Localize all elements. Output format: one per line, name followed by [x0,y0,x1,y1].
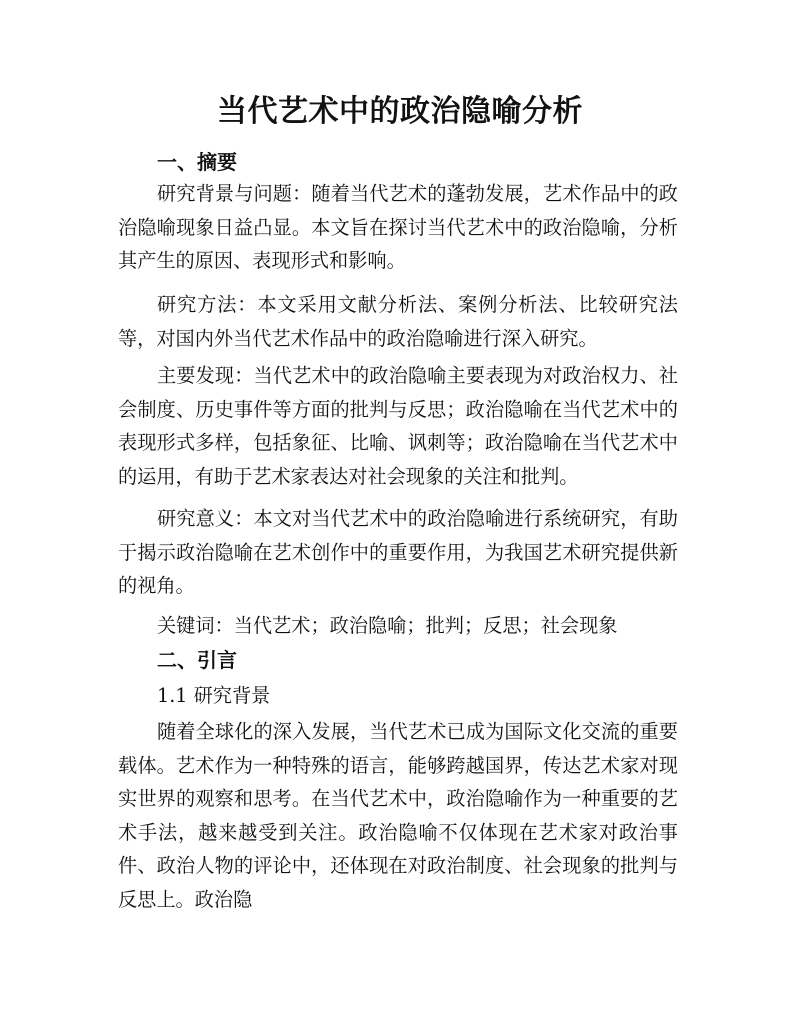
abstract-significance-paragraph: 研究意义：本文对当代艺术中的政治隐喻进行系统研究，有助于揭示政治隐喻在艺术创作中的重要作用，为我国艺术研究提供新的视角。 [118,507,678,598]
document-title: 当代艺术中的政治隐喻分析 [217,94,583,129]
abstract-background-paragraph: 研究背景与问题：随着当代艺术的蓬勃发展，艺术作品中的政治隐喻现象日益凸显。本文旨在探讨当代艺术中的政治隐喻，分析其产生的原因、表现形式和影响。 [118,182,678,273]
introduction-heading: 二、引言 [157,648,237,672]
keywords-line: 关键词：当代艺术；政治隐喻；批判；反思；社会现象 [157,614,618,637]
introduction-body-paragraph: 随着全球化的深入发展，当代艺术已成为国际文化交流的重要载体。艺术作为一种特殊的语言，能够跨越国界，传达艺术家对现实世界的观察和思考。在当代艺术中，政治隐喻作为一种重要的艺术手法，越来越受到关注。政治隐喻不仅体现在艺术家对政治事件、政治人物的评论中，还体现在对政治制度、社会现象的批判与反思上。政治隐 [118,720,678,911]
abstract-findings-paragraph: 主要发现：当代艺术中的政治隐喻主要表现为对政治权力、社会制度、历史事件等方面的批判与反思；政治隐喻在当代艺术中的表现形式多样，包括象征、比喻、讽刺等；政治隐喻在当代艺术中的运用，有助于艺术家表达对社会现象的关注和批判。 [118,364,678,488]
research-background-subheading: 1.1 研究背景 [157,684,271,707]
abstract-methods-paragraph: 研究方法：本文采用文献分析法、案例分析法、比较研究法等，对国内外当代艺术作品中的政治隐喻进行深入研究。 [118,293,678,350]
abstract-heading: 一、摘要 [157,150,237,174]
